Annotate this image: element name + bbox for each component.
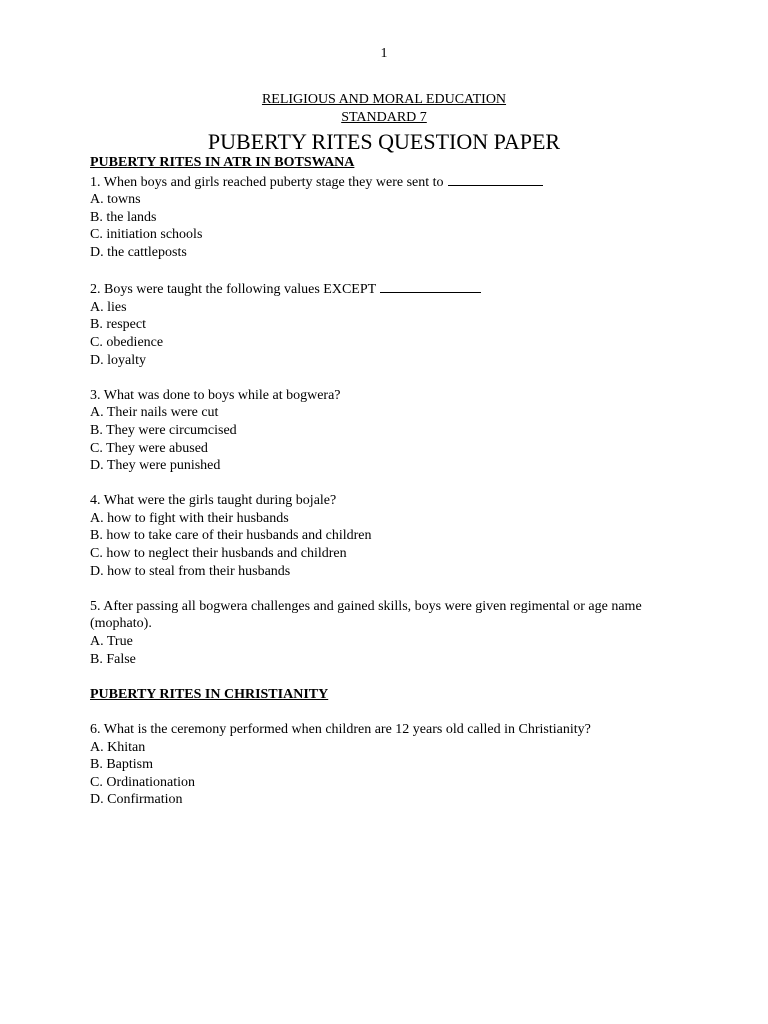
document-header <box>0 91 768 155</box>
option: A. lies <box>90 299 127 315</box>
option: B. Baptism <box>90 757 154 773</box>
question-4 <box>90 492 690 580</box>
option: A. Khitan <box>90 739 146 755</box>
option: B. respect <box>90 317 146 333</box>
question-text: 5. After passing all bogwera challenges and gained skills, boys were given regimental or age name (mophato). <box>90 598 642 632</box>
subject-heading: RELIGIOUS AND MORAL EDUCATION <box>261 92 507 107</box>
option: D. They were punished <box>90 458 221 474</box>
option: A. how to fight with their husbands <box>90 510 289 526</box>
option: C. initiation schools <box>90 227 203 243</box>
page-number: 1 <box>380 46 388 61</box>
standard-heading: STANDARD 7 <box>341 109 427 125</box>
question-3 <box>90 387 690 475</box>
option: B. False <box>90 651 136 667</box>
section-heading-christianity: PUBERTY RITES IN CHRISTIANITY <box>90 686 329 702</box>
section-heading-atr: PUBERTY RITES IN ATR IN BOTSWANA <box>90 155 355 170</box>
question-text-line <box>90 172 690 192</box>
option: C. They were abused <box>90 440 208 456</box>
question-text: 2. Boys were taught the following values EXCEPT <box>90 282 377 298</box>
question-text: 1. When boys and girls reached puberty stage they were sent to <box>90 174 444 190</box>
question-text-line <box>90 279 690 299</box>
option: D. how to steal from their husbands <box>90 563 291 579</box>
question-1 <box>90 172 690 262</box>
page-title: PUBERTY RITES QUESTION PAPER <box>207 129 561 154</box>
option: A. True <box>90 634 133 650</box>
question-paper-body <box>90 154 690 809</box>
question-6 <box>90 721 690 809</box>
option: D. loyalty <box>90 352 146 368</box>
option: D. Confirmation <box>90 792 183 808</box>
answer-blank <box>380 279 481 293</box>
option: A. towns <box>90 192 141 208</box>
question-text: 3. What was done to boys while at bogwera? <box>90 387 341 403</box>
question-5 <box>90 598 690 668</box>
question-text: 6. What is the ceremony performed when children are 12 years old called in Christianity? <box>90 722 591 737</box>
option: B. how to take care of their husbands and children <box>90 528 372 544</box>
option: C. obedience <box>90 334 164 350</box>
option: D. the cattleposts <box>90 244 187 260</box>
option: A. Their nails were cut <box>90 405 219 421</box>
question-2 <box>90 279 690 369</box>
option: C. how to neglect their husbands and children <box>90 546 347 562</box>
option: B. They were circumcised <box>90 422 237 438</box>
option: B. the lands <box>90 209 157 225</box>
answer-blank <box>448 172 543 186</box>
question-text: 4. What were the girls taught during bojale? <box>90 493 337 509</box>
option: C. Ordinationation <box>90 774 195 790</box>
